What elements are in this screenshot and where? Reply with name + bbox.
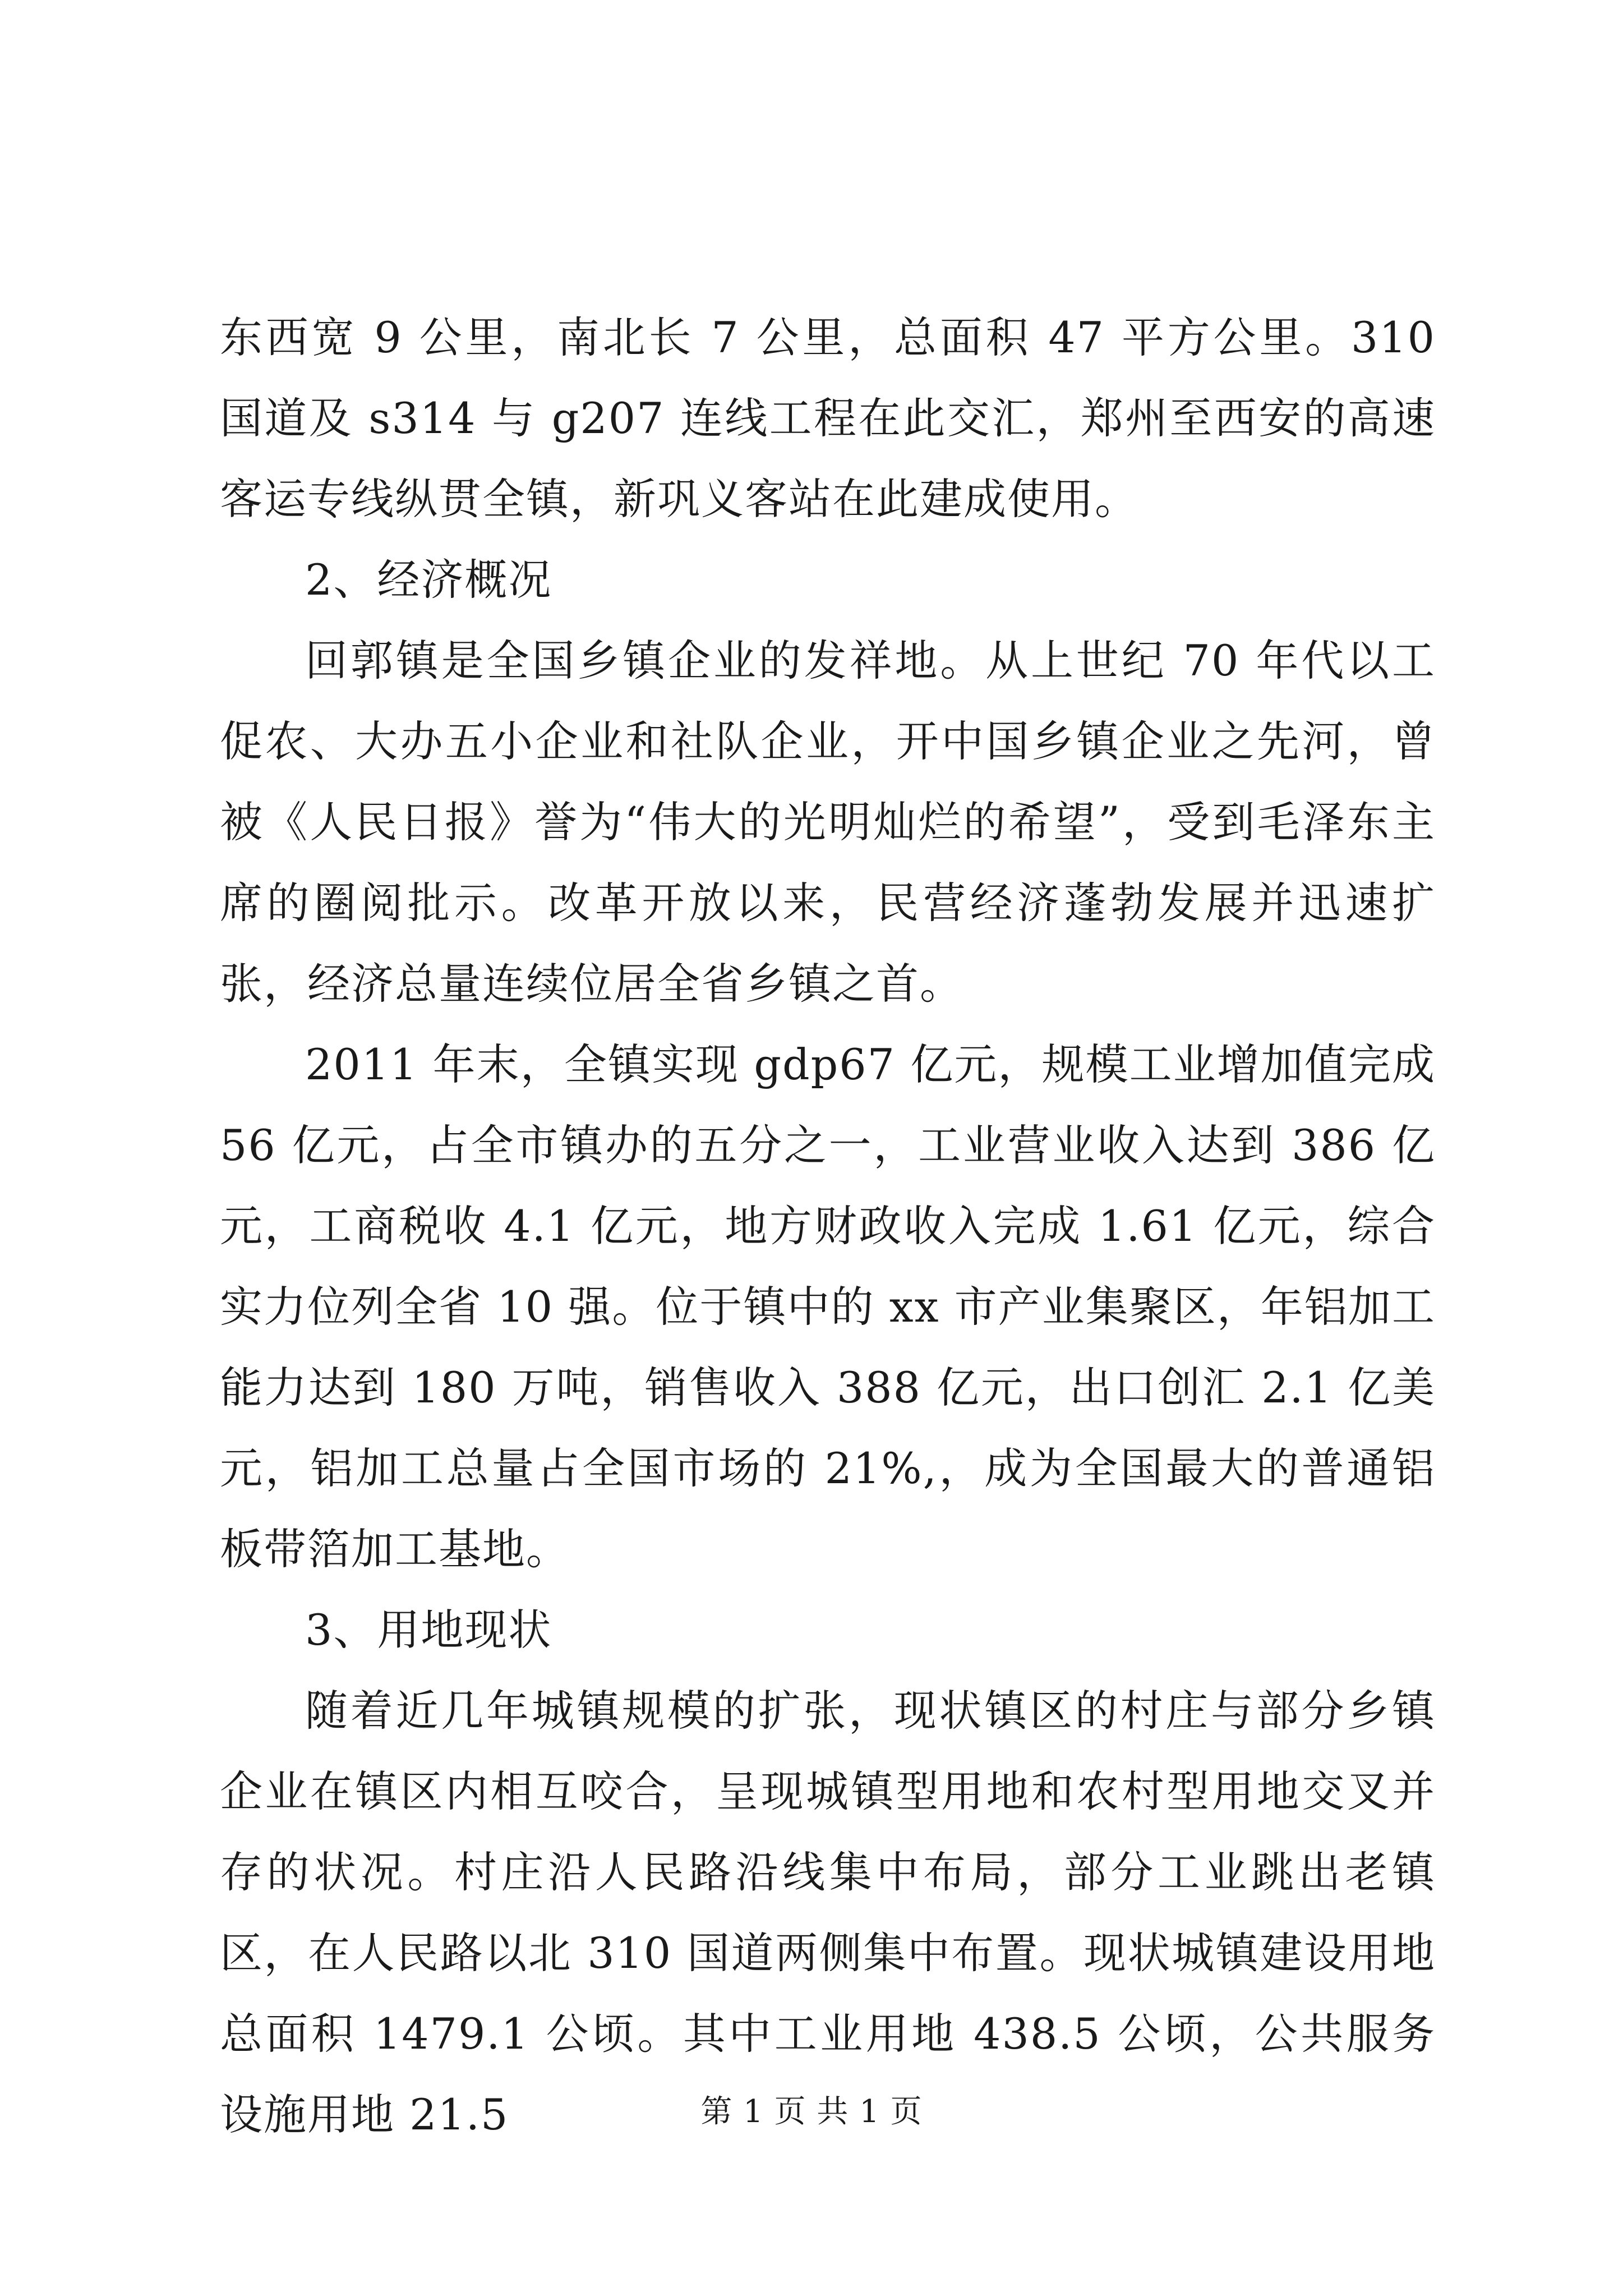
paragraph-location: 东西宽 9 公里，南北长 7 公里，总面积 47 平方公里。310 国道及 s314 与 g207 连线工程在此交汇，郑州至西安的高速客运专线纵贯全镇，新巩义客站在此建成使用。 [220, 312, 1436, 524]
page-footer: 第 1 页 共 1 页 [700, 2093, 923, 2130]
heading-land-use: 3、用地现状 [305, 1605, 552, 1655]
paragraph-land-use: 随着近几年城镇规模的扩张，现状镇区的村庄与部分乡镇企业在镇区内相互咬合，呈现城镇型用地和农村型用地交叉并存的状况。村庄沿人民路沿线集中布局，部分工业跳出老镇区，在人民路以北 310 国道两侧集中布置。现状城镇建设用地总面积 1479.1 公顷。其中工业用地 438.5 公顷，公共服务设施用地 21.5 [220, 1686, 1436, 2139]
heading-economy: 2、经济概况 [305, 555, 552, 605]
paragraph-economy-history: 回郭镇是全国乡镇企业的发祥地。从上世纪 70 年代以工促农、大办五小企业和社队企业，开中国乡镇企业之先河，曾被《人民日报》誉为“伟大的光明灿烂的希望”，受到毛泽东主席的圈阅批示。改革开放以来，民营经济蓬勃发展并迅速扩张，经济总量连续位居全省乡镇之首。 [220, 636, 1436, 1009]
document-body [220, 297, 1436, 2155]
paragraph-economy-2011: 2011 年末，全镇实现 gdp67 亿元，规模工业增加值完成 56 亿元，占全市镇办的五分之一，工业营业收入达到 386 亿元，工商税收 4.1 亿元，地方财政收入完成 1.61 亿元，综合实力位列全省 10 强。位于镇中的 xx 市产业集聚区，年铝加工能力达到 180 万吨，销售收入 388 亿元，出口创汇 2.1 亿美元，铝加工总量占全国市场的 21%,，成为全国最大的普通铝板带箔加工基地。 [220, 1039, 1436, 1574]
